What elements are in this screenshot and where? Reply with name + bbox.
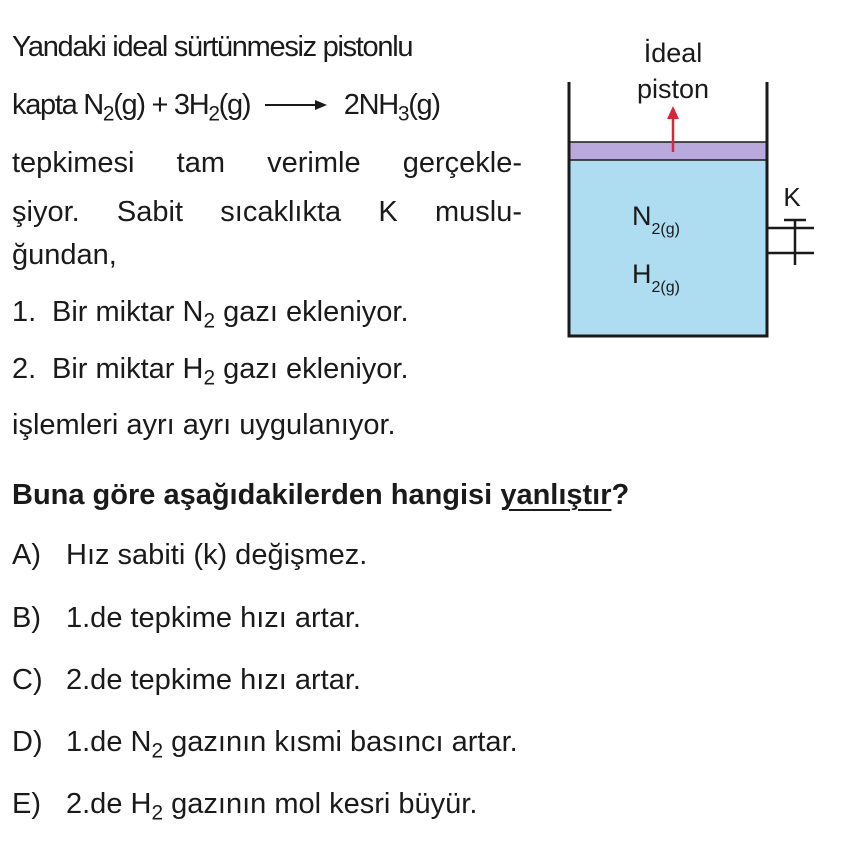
option-c[interactable]: C) 2.de tepkime hızı artar. <box>12 664 361 696</box>
step-item: 1. Bir miktar $N_2$ gazı ekleniyor. <box>12 296 409 333</box>
intro-line-5: ğundan, <box>12 239 117 271</box>
reaction-reactant-1: $N_2(g) + 3H_2(g)$ <box>83 89 251 126</box>
question-emphasis: yanlıştır <box>500 479 612 511</box>
piston-arrow-icon <box>667 106 679 119</box>
question-stem: Buna göre aşağıdakilerden hangisi yanlıştır? <box>12 479 630 511</box>
gas-region <box>569 160 767 336</box>
valve-label: K <box>783 182 801 212</box>
gas-label-h2: $H_{2(g)}$ <box>632 259 680 296</box>
option-a[interactable]: A) Hız sabiti (k) değişmez. <box>12 539 368 571</box>
reaction-product: $2NH_3(g)$ <box>343 89 440 126</box>
intro-line-4: şiyor. Sabit sıcaklıkta K muslu- <box>12 196 522 228</box>
valve-k-icon[interactable] <box>767 220 814 265</box>
piston-container-figure <box>540 30 840 350</box>
gas-label-n2: $N_{2(g)}$ <box>632 201 680 238</box>
option-d[interactable]: D) 1.de $N_2$ gazının kısmi basıncı artar. <box>12 726 518 763</box>
reaction-line: kapta $N_2(g) + 3H_2(g)$ $2NH_3(g)$ <box>12 89 440 126</box>
ideal-piston <box>569 142 767 160</box>
step-item: 2. Bir miktar $H_2$ gazı ekleniyor. <box>12 353 409 390</box>
piston-label-line-1: İdeal <box>643 38 703 68</box>
reaction-arrow-icon <box>265 99 327 111</box>
intro-line-1: Yandaki ideal sürtünmesiz pistonlu <box>12 31 413 63</box>
steps-footer: işlemleri ayrı ayrı uygulanıyor. <box>12 409 396 441</box>
option-b[interactable]: B) 1.de tepkime hızı artar. <box>12 602 361 634</box>
intro-line-3: tepkimesi tam verimle gerçekle- <box>12 147 522 179</box>
option-e[interactable]: E) 2.de $H_2$ gazının mol kesri büyür. <box>12 788 478 825</box>
piston-label-line-2: piston <box>636 74 710 104</box>
